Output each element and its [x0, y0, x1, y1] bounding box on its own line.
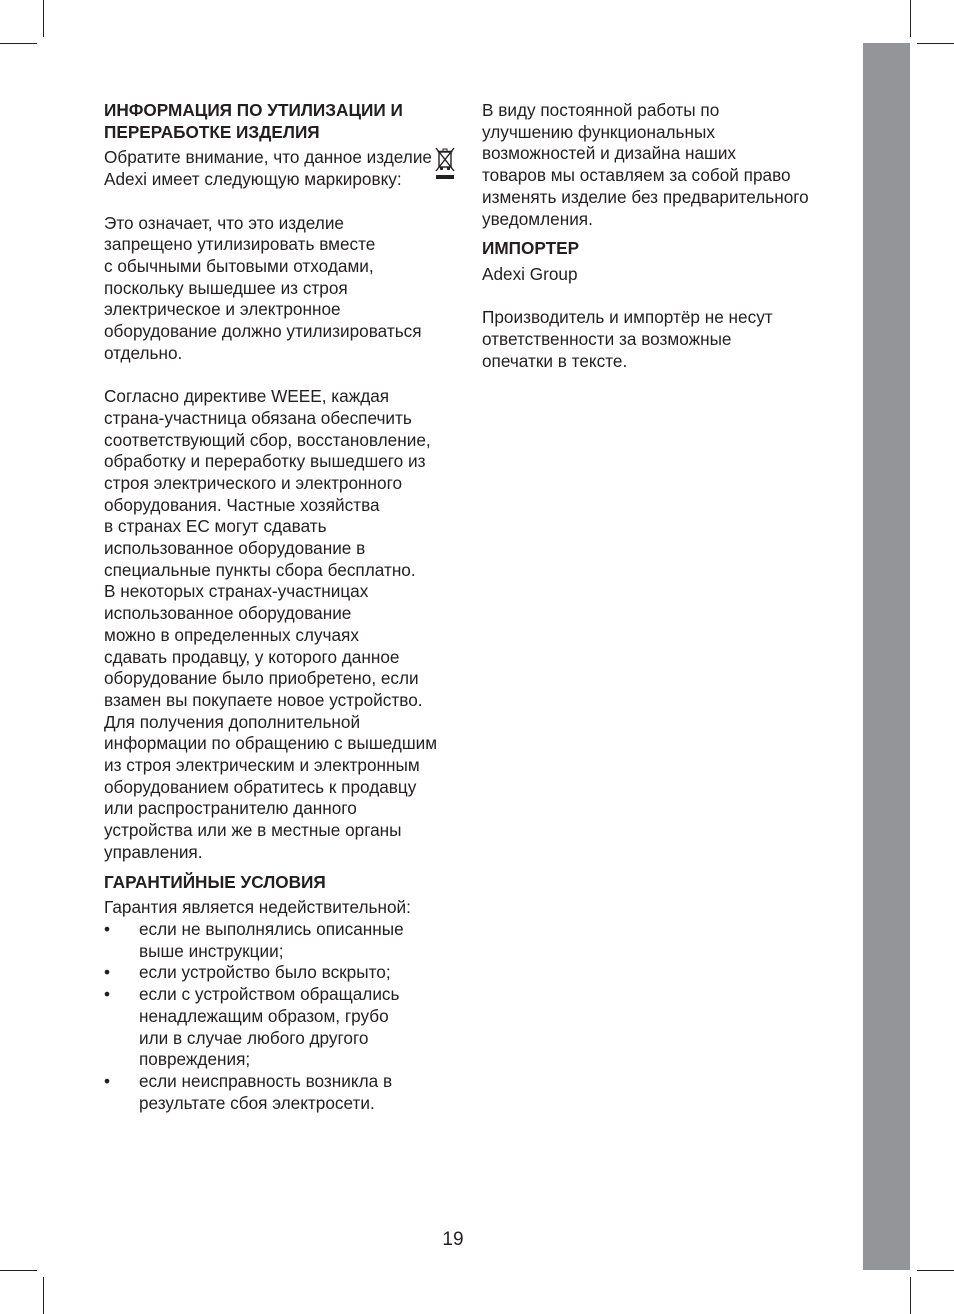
improvement-text: В виду постоянной работы по улучшению функциональных возможностей и дизайна наших товаров мы оставляем за собой право изменять изделие без предварительного уведомления. — [482, 100, 809, 229]
disposal-paragraph-2: Согласно директиве WEEE, каждая страна-участница обязана обеспечить соответствующий сбор, восстановление, обработку и переработку вышедшего из строя электрического и электронного оборудования. Частные хозяйства в странах ЕС могут сдавать использованное оборудование в специальные пункты сбора бесплатно. В некоторых странах-участницах использованное оборудование можно в определенных случаях сдавать продавцу, у которого данное оборудование было приобретено, если взамен вы покупаете новое устройство. Для получения дополнительной информации по обращению с вышедшим из строя электрическим и электронным оборудованием обратитесь к продавцу или распространителю данного устройства или же в местные органы управления. — [104, 386, 438, 862]
importer-heading: ИМПОРТЕР — [482, 238, 580, 259]
crop-mark — [43, 1277, 44, 1314]
crop-mark — [910, 0, 911, 37]
list-item: • если с устройством обращались ненадлежащим образом, грубо или в случае любого другого повреждения; — [104, 984, 460, 1071]
crop-mark — [0, 1270, 37, 1271]
disposal-paragraph-1: Это означает, что это изделие запрещено утилизировать вместе с обычными бытовыми отходами, поскольку вышедшее из строя электрическое и электронное оборудование должно утилизироваться отдельно. — [104, 212, 422, 363]
crop-mark — [0, 43, 37, 44]
warranty-intro: Гарантия является недействительной: — [104, 897, 411, 918]
disposal-heading: ИНФОРМАЦИЯ ПО УТИЛИЗАЦИИ И ПЕРЕРАБОТКЕ ИЗДЕЛИЯ — [104, 100, 403, 142]
importer-name: Adexi Group — [482, 263, 578, 284]
left-column — [104, 100, 460, 1114]
marking-line — [104, 147, 460, 190]
crop-mark — [917, 1270, 954, 1271]
warranty-heading: ГАРАНТИЙНЫЕ УСЛОВИЯ — [104, 871, 326, 892]
disclaimer-text: Производитель и импортёр не несут ответственности за возможные опечатки в тексте. — [482, 307, 773, 371]
crossed-out-wheelie-bin-icon — [434, 145, 456, 181]
crop-mark — [917, 43, 954, 44]
warranty-list — [104, 919, 460, 1114]
list-item: • если устройство было вскрыто; — [104, 962, 460, 984]
right-column — [482, 100, 842, 372]
page-number: 19 — [442, 1229, 464, 1250]
side-tab — [863, 43, 910, 1270]
list-item: • если не выполнялись описанные выше инструкции; — [104, 919, 460, 962]
crop-mark — [910, 1277, 911, 1314]
marking-text: Обратите внимание, что данное изделие Adexi имеет следующую маркировку: — [104, 147, 432, 190]
list-item: • если неисправность возникла в результате сбоя электросети. — [104, 1071, 460, 1114]
crop-mark — [43, 0, 44, 37]
